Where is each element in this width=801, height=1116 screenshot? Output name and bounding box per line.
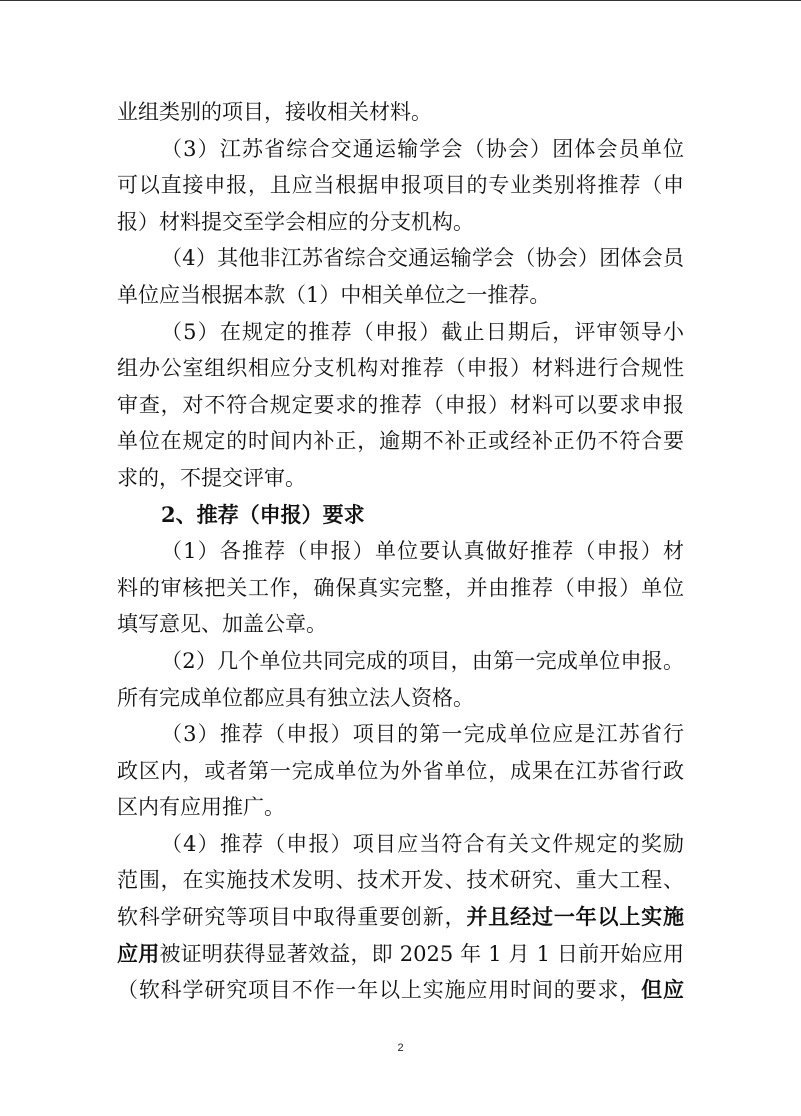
text-line bbox=[117, 387, 684, 424]
text-line bbox=[117, 972, 684, 1009]
text-line bbox=[117, 94, 684, 131]
text-line bbox=[117, 826, 684, 863]
text-line bbox=[117, 936, 684, 973]
text-segment: 2、推荐（申报）要求 bbox=[161, 501, 365, 527]
text-segment: （5）在规定的推荐（申报）截止日期后，评审领导小 bbox=[161, 319, 684, 344]
text-line bbox=[117, 240, 684, 277]
text-segment: 可以直接申报，且应当根据申报项目的专业类别将推荐（申 bbox=[117, 173, 684, 198]
text-line bbox=[117, 643, 684, 680]
text-line bbox=[117, 277, 684, 314]
text-segment: 填写意见、加盖公章。 bbox=[117, 612, 327, 637]
text-line bbox=[117, 606, 684, 643]
text-line bbox=[117, 350, 684, 387]
document-body bbox=[117, 94, 684, 1009]
text-line bbox=[117, 460, 684, 497]
text-segment: （3）江苏省综合交通运输学会（协会）团体会员单位 bbox=[161, 136, 684, 161]
text-segment: 报）材料提交至学会相应的分支机构。 bbox=[117, 209, 474, 234]
text-segment: 单位应当根据本款（1）中相关单位之一推荐。 bbox=[117, 282, 551, 307]
text-line bbox=[117, 789, 684, 826]
text-segment: 单位在规定的时间内补正，逾期不补正或经补正仍不符合要 bbox=[117, 429, 684, 454]
text-segment: 求的，不提交评审。 bbox=[117, 465, 306, 490]
text-line bbox=[117, 423, 684, 460]
text-line bbox=[117, 570, 684, 607]
text-segment: 政区内，或者第一完成单位为外省单位，成果在江苏省行政 bbox=[117, 758, 684, 783]
bold-text: 并且经过一年以上实施 bbox=[466, 904, 685, 930]
text-segment: 所有完成单位都应具有独立法人资格。 bbox=[117, 685, 474, 710]
text-line bbox=[117, 716, 684, 753]
text-line bbox=[117, 204, 684, 241]
text-line bbox=[117, 753, 684, 790]
text-segment: 审查，对不符合规定要求的推荐（申报）材料可以要求申报 bbox=[117, 392, 684, 417]
text-line bbox=[117, 533, 684, 570]
text-segment: 软科学研究等项目中取得重要创新， bbox=[117, 905, 467, 930]
text-segment: （3）推荐（申报）项目的第一完成单位应是江苏省行 bbox=[161, 722, 684, 747]
text-line bbox=[117, 862, 684, 899]
section-heading bbox=[117, 497, 684, 534]
text-line bbox=[117, 314, 684, 351]
text-line bbox=[117, 680, 684, 717]
text-segment: （2）几个单位共同完成的项目，由第一完成单位申报。 bbox=[161, 648, 684, 673]
text-line bbox=[117, 167, 684, 204]
page-number: 2 bbox=[397, 1042, 404, 1054]
text-segment: 被证明获得显著效益，即 2025 年 1 月 1 日前开始应用 bbox=[159, 941, 685, 966]
text-segment: 区内有应用推广。 bbox=[117, 795, 285, 820]
text-line bbox=[117, 131, 684, 168]
text-segment: 料的审核把关工作，确保真实完整，并由推荐（申报）单位 bbox=[117, 575, 684, 600]
bold-text: 但应 bbox=[641, 977, 685, 1003]
text-segment: （软科学研究项目不作一年以上实施应用时间的要求， bbox=[117, 978, 642, 1003]
page-top-border bbox=[0, 0, 801, 1]
text-segment: 组办公室组织相应分支机构对推荐（申报）材料进行合规性 bbox=[117, 356, 684, 381]
text-line bbox=[117, 899, 684, 936]
text-segment: （4）推荐（申报）项目应当符合有关文件规定的奖励 bbox=[161, 831, 684, 856]
text-segment: 范围，在实施技术发明、技术开发、技术研究、重大工程、 bbox=[117, 868, 684, 893]
text-segment: 业组类别的项目，接收相关材料。 bbox=[117, 100, 432, 124]
text-segment: （1）各推荐（申报）单位要认真做好推荐（申报）材 bbox=[161, 539, 684, 564]
bold-text: 应用 bbox=[117, 940, 160, 966]
text-segment: （4）其他非江苏省综合交通运输学会（协会）团体会员 bbox=[161, 246, 684, 271]
